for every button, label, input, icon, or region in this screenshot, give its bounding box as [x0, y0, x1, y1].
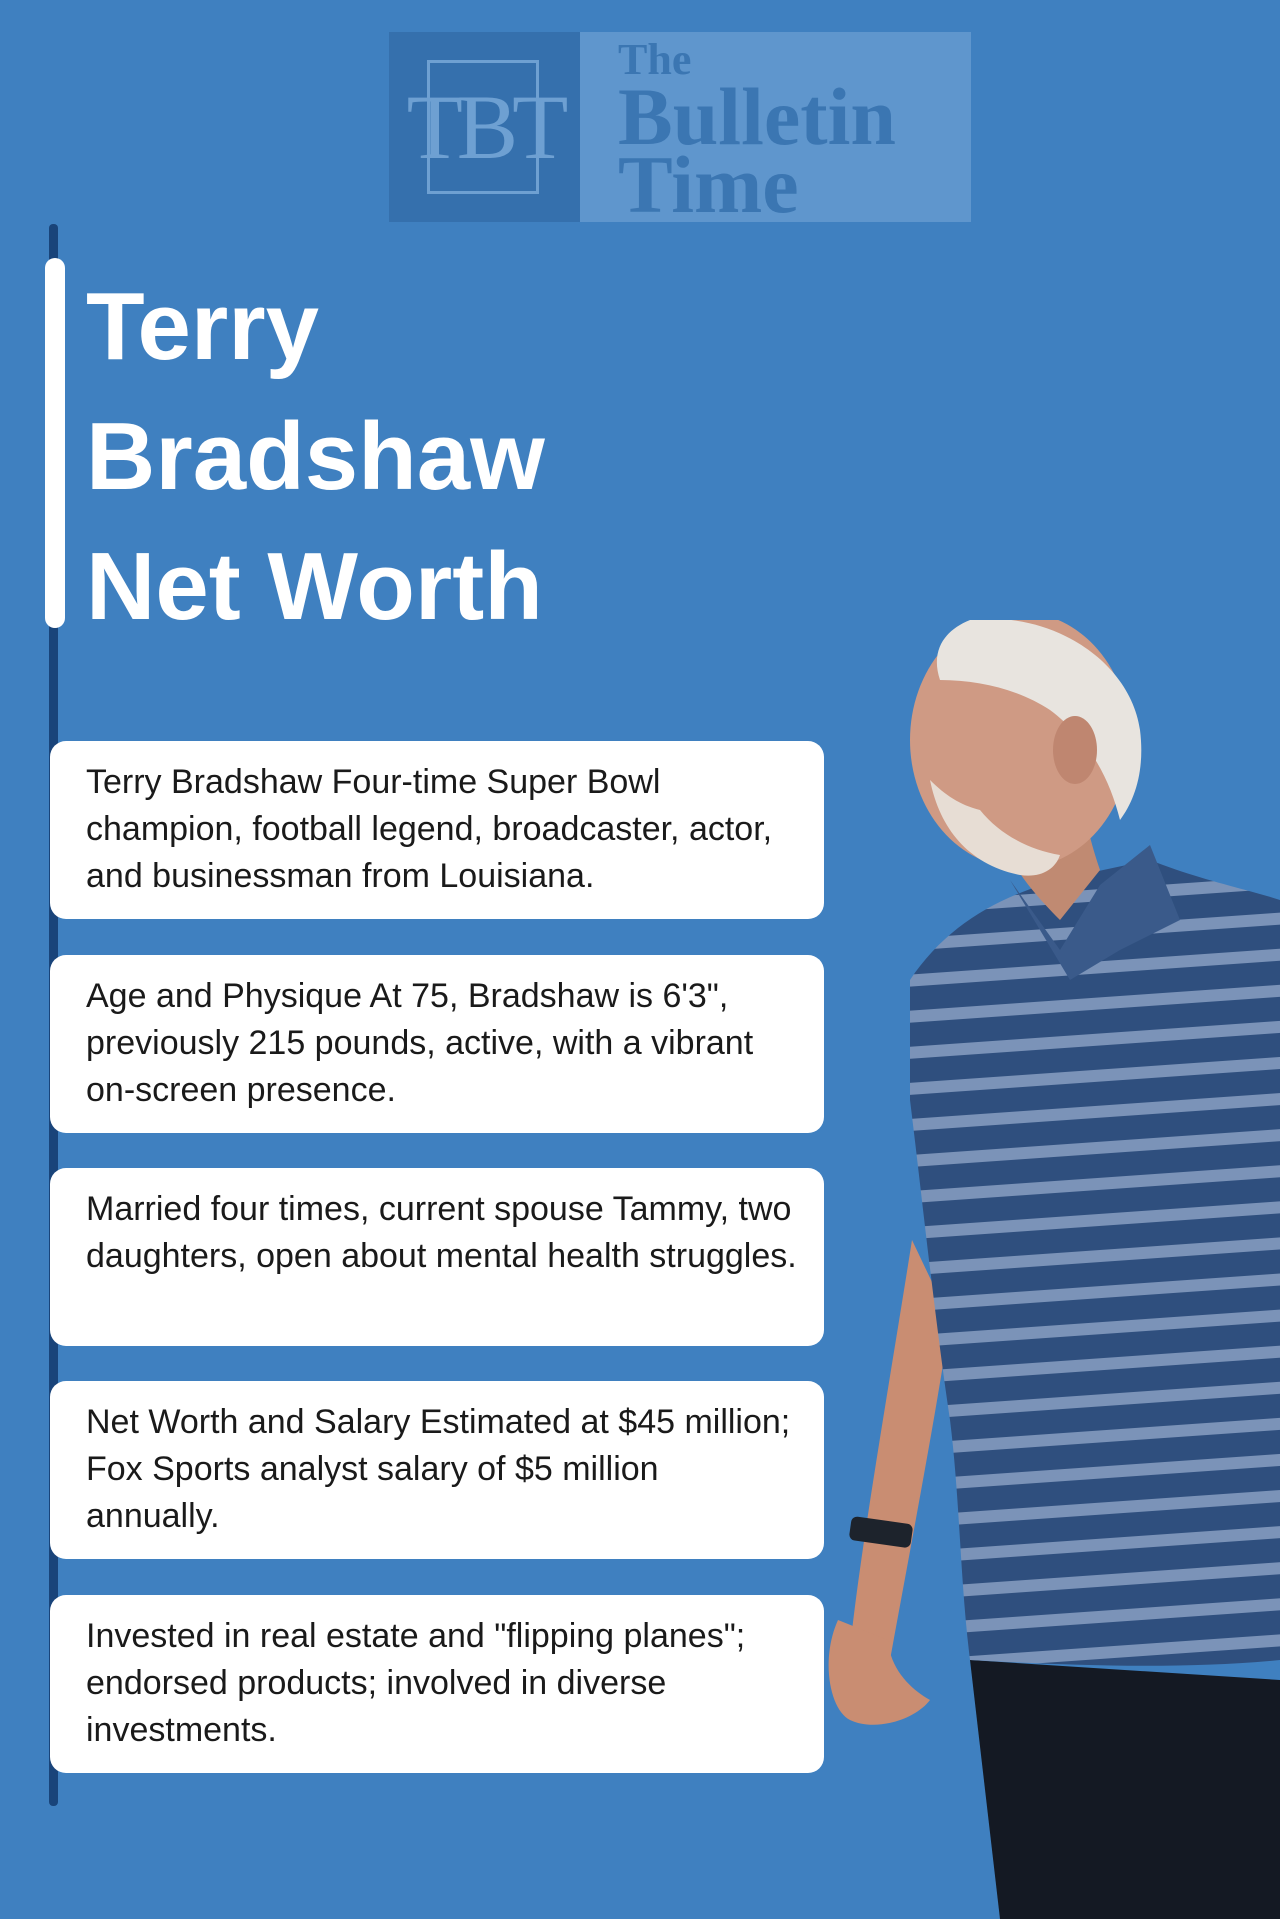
- title-line-3: Net Worth: [86, 533, 543, 640]
- info-card-profile: Terry Bradshaw Four-time Super Bowl champion, football legend, broadcaster, actor, and businessman from Louisiana.: [50, 741, 824, 919]
- logo-wordmark: [580, 32, 971, 230]
- info-card-net-worth: Net Worth and Salary Estimated at $45 million; Fox Sports analyst salary of $5 million annually.: [50, 1381, 824, 1559]
- site-logo: [389, 32, 971, 230]
- trousers: [970, 1660, 1280, 1919]
- person-photo: [820, 620, 1280, 1919]
- info-card-investments: Invested in real estate and "flipping planes"; endorsed products; involved in diverse investments.: [50, 1595, 824, 1773]
- logo-monogram-block: [389, 32, 580, 222]
- info-card-age-physique: Age and Physique At 75, Bradshaw is 6'3", previously 215 pounds, active, with a vibrant on-screen presence.: [50, 955, 824, 1133]
- title-line-2: Bradshaw: [86, 403, 545, 510]
- info-card-family: Married four times, current spouse Tammy, two daughters, open about mental health struggles.: [50, 1168, 824, 1346]
- striped-polo-shirt: [910, 860, 1280, 1666]
- page-title: [86, 262, 786, 652]
- logo-word-bulletin: Bulletin: [618, 71, 896, 162]
- title-line-1: Terry: [86, 273, 320, 380]
- logo-word-the: The: [618, 35, 692, 84]
- title-accent-bar: [45, 258, 65, 628]
- logo-monogram: TBT: [406, 76, 563, 178]
- ear: [1053, 716, 1097, 784]
- logo-word-time: Time: [618, 139, 799, 230]
